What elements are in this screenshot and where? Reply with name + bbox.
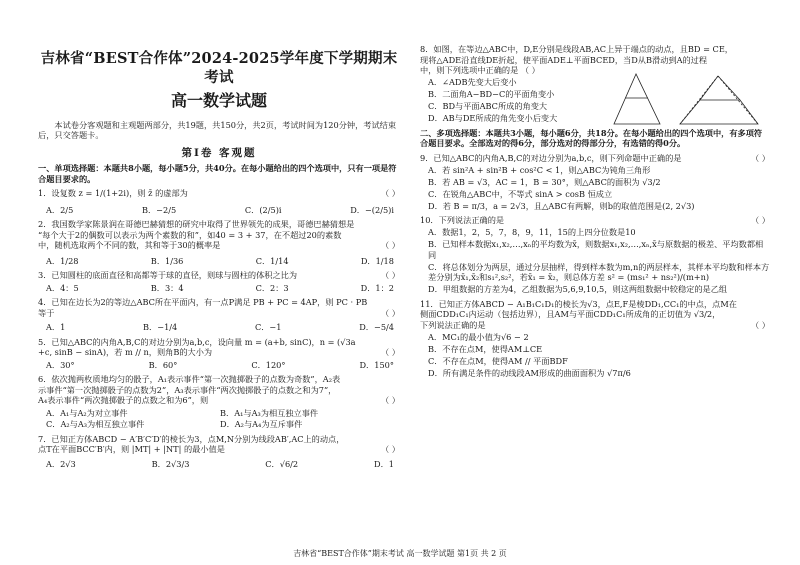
q6-option-b: B．A₁与A₃为相互独立事件	[220, 407, 319, 418]
figure-right-trapezoid	[680, 100, 758, 124]
q9-option-a: A．若 sin²A + sin²B + cos²C < 1，则△ABC为钝角三角形	[428, 164, 651, 175]
q9-stem: 9．已知△ABC的内角A,B,C的对边分别为a,b,c，则下列命题中正确的是	[420, 152, 682, 163]
exam-note: 本试卷分客观题和主观题两部分，共19题，共150分，共2页，考试时间为120分钟，考试结束后，只交答题卡。	[38, 119, 397, 141]
part1-heading: 第Ⅰ卷 客观题	[181, 146, 257, 159]
q4-answer-paren: （ ）	[381, 307, 400, 318]
q9-option-d: D．若 B = π/3，a = 2√3，且△ABC有两解，则b的取值范围是(2, 2√3)	[428, 200, 695, 211]
q2-option-a: A．1/28	[46, 255, 79, 266]
q3-answer-paren: （ ）	[381, 270, 400, 280]
q4-line-1: 4．已知在边长为2的等边△ABC所在平面内，有一点P满足 PB + PC = 4AP，则 PC · PB	[38, 297, 368, 307]
q7-option-a: A．2√3	[46, 458, 76, 469]
q2-line-1: 2．我国数学家陈景润在哥德巴赫猜想的研究中取得了世界领先的成果，哥德巴赫猜想是	[38, 219, 355, 229]
q6-answer-paren: （ ）	[381, 395, 400, 405]
q8-option-a: A．∠ADB先变大后变小	[428, 77, 517, 87]
question-7	[38, 434, 400, 470]
q1-option-c: C．(2/5)i	[244, 204, 282, 215]
q6-option-c: C．A₂与A₃为相互独立事件	[46, 419, 145, 429]
q11-option-a: A．MC₁的最小值为√6 − 2	[428, 331, 529, 342]
q10-option-b: B．已知样本数据x₁,x₂,…,xₙ的平均数为x̄，则数据x₁,x₂,…,xₙ,x̄与原数据的极差、平均数都相同	[428, 239, 764, 260]
q1-stem: 1．设复数 z = 1/(1+2i)，则 z̄ 的虚部为	[38, 188, 188, 198]
q5-option-d: D．150°	[359, 359, 394, 370]
q8-line-1: 8．如图，在等边△ABC中，D,E分别是线段AB,AC上异于端点的动点，且BD = CE，	[420, 44, 733, 54]
question-9	[420, 153, 770, 212]
q5-line-1: 5．已知△ABC的内角A,B,C的对边分别为a,b,c，设向量 m = (a+b, sinC)，n = (√3a	[38, 336, 356, 347]
q3-stem: 3．已知圆柱的底面直径和高都等于球的直径，则球与圆柱的体积之比为	[38, 270, 298, 280]
q4-option-d: D．−5/4	[359, 322, 394, 332]
q9-option-b: B．若 AB = √3，AC = 1，B = 30°，则△ABC的面积为 √3/2	[428, 176, 661, 187]
q10-option-a: A．数据1，2，5，7，8，9，11，15的上四分位数是10	[428, 227, 636, 237]
q11-line-2: 侧面CDD₁C₁内运动（包括边界），且AM与平面CDD₁C₁所成角的正切值为 √3/2，	[420, 309, 721, 319]
q7-line-2: 点T在平面BCC′B′内，则 |MT| + |NT| 的最小值是	[38, 444, 225, 454]
q6-option-d: D．A₂与A₄为互斥事件	[220, 419, 303, 429]
q7-option-d: D．1	[374, 458, 394, 469]
q1-option-d: D．−(2/5)i	[350, 204, 394, 215]
question-6	[38, 374, 400, 430]
q2-answer-paren: （ ）	[381, 240, 400, 250]
q5-answer-paren: （ ）	[381, 347, 400, 357]
q6-line-3: A₄表示事件“两次抛掷骰子的点数之和为6”，则	[38, 395, 209, 405]
section1-instructions: 一、单项选择题：本题共8小题，每小题5分，共40分。在每小题给出的四个选项中，只有一项是符合题目要求的。	[38, 163, 397, 184]
q7-option-c: C．√6/2	[265, 458, 299, 469]
q2-option-d: D．1/18	[360, 255, 394, 266]
q3-option-d: D．1：2	[360, 282, 394, 293]
q4-option-c: C．−1	[254, 322, 282, 332]
q8-option-b: B．二面角A−BD−C的平面角变小	[428, 89, 555, 99]
q8-answer-paren: （ ）	[520, 65, 540, 75]
q5-line-2: +c, sinB − sinA)，若 m // n，则角B的大小为	[38, 347, 213, 357]
q7-line-1: 7．已知正方体ABCD − A′B′C′D′的棱长为3，点M,N分别为线段AB′,AC上的动点，	[38, 433, 345, 444]
q1-option-a: A．2/5	[46, 204, 74, 215]
q7-option-b: B．2√3/3	[151, 458, 190, 469]
q5-option-b: B．60°	[148, 359, 178, 370]
q3-option-b: B．3：4	[150, 282, 184, 293]
q4-line-2: 等于	[38, 307, 55, 318]
question-2	[38, 219, 400, 266]
q8-option-c: C．BD与平面ABC所成的角变大	[428, 101, 548, 111]
q6-line-1: 6．依次抛两枚质地均匀的骰子，A₁表示事件“第一次抛掷骰子的点数为奇数”，A₂表	[38, 374, 341, 384]
q2-line-2: “每个大于2的偶数可以表示为两个素数的和”，如40 = 3 + 37，在不超过20的素数	[38, 229, 342, 240]
q11-option-b: B．不存在点M，使得AM⊥CE	[428, 343, 543, 354]
question-11	[420, 299, 770, 379]
q11-answer-paren: （ ）	[751, 319, 770, 330]
q10-option-c: C．将总体划分为两层，通过分层抽样，得到样本数为m,n的两层样本，其样本平均数和样本方差分别为x̄₁,x̄₂和s₁²,s₂²，若x̄₁ = x̄₂，则总体方差 s² = (ms₁² + ns₂²)/(m+n)	[428, 261, 770, 282]
question-1	[38, 188, 400, 215]
q7-answer-paren: （ ）	[381, 444, 400, 454]
q8-triangle-figure	[608, 70, 768, 130]
q1-option-b: B．−2/5	[141, 204, 177, 215]
q10-stem: 10．下列说法正确的是	[420, 215, 505, 225]
q2-line-3: 中，随机选取两个不同的数，其和等于30的概率是	[38, 240, 221, 250]
q4-option-b: B．−1/4	[143, 322, 178, 332]
q8-option-d: D．AB与DE所成的角先变小后变大	[428, 113, 558, 123]
q1-answer-paren: （ ）	[381, 188, 400, 198]
q4-option-a: A．1	[46, 322, 66, 332]
q10-answer-paren: （ ）	[751, 215, 770, 225]
q6-option-a: A．A₁与A₂为对立事件	[46, 407, 128, 418]
q11-line-3: 下列说法正确的是	[420, 319, 486, 330]
right-column	[420, 0, 770, 378]
q11-option-d: D．所有满足条件的动线段AM形成的曲面面积为 √7π/6	[428, 367, 631, 378]
question-5	[38, 337, 400, 371]
exam-title: 吉林省“BEST合作体”2024-2025学年度下学期期末考试	[40, 50, 398, 86]
q9-answer-paren: （ ）	[751, 152, 770, 163]
question-4	[38, 297, 400, 333]
q3-option-a: A．4：5	[46, 282, 79, 293]
q11-option-c: C．不存在点M，使得AM // 平面BDF	[428, 355, 568, 366]
q3-option-c: C．2：3	[255, 282, 289, 293]
q8-line-2: 现将△ADE沿直线DE折起，使平面ADE⊥平面BCED，当D从B滑动到A的过程中，则下列选项中正确的是	[420, 54, 708, 75]
q10-option-d: D．甲组数据的方差为4，乙组数据为5,6,9,10,5，则这两组数据中较稳定的是乙组	[428, 284, 728, 294]
section2-instructions: 二、多项选择题：本题共3小题，每小题6分，共18分。在每小题给出的四个选项中，有多项符合题目要求。全部选对的得6分，部分选对的得部分分，有选错的得0分。	[420, 127, 763, 148]
q2-option-c: C．1/14	[255, 255, 289, 266]
subject-title: 高一数学试题	[170, 91, 267, 111]
question-10	[420, 215, 770, 295]
q5-option-a: A．30°	[46, 359, 75, 370]
page-footer: 吉林省“BEST合作体”期末考试 高一数学试题 第1页 共 2 页	[293, 549, 507, 558]
q6-line-2: 示事件“第一次抛掷骰子的点数为2”，A₃表示事件“两次抛掷骰子的点数之和为7”，	[38, 384, 337, 395]
q2-option-b: B．1/36	[150, 255, 184, 266]
q9-option-c: C．在锐角△ABC中，不等式 sinA > cosB 恒成立	[428, 188, 613, 199]
figure-left-triangle	[614, 74, 660, 124]
q5-option-c: C．120°	[251, 359, 286, 370]
left-column	[38, 0, 400, 469]
question-3	[38, 270, 400, 293]
q11-line-1: 11．已知正方体ABCD − A₁B₁C₁D₁的棱长为√3，点E,F是棱DD₁,CC₁的中点，点M在	[420, 298, 737, 309]
